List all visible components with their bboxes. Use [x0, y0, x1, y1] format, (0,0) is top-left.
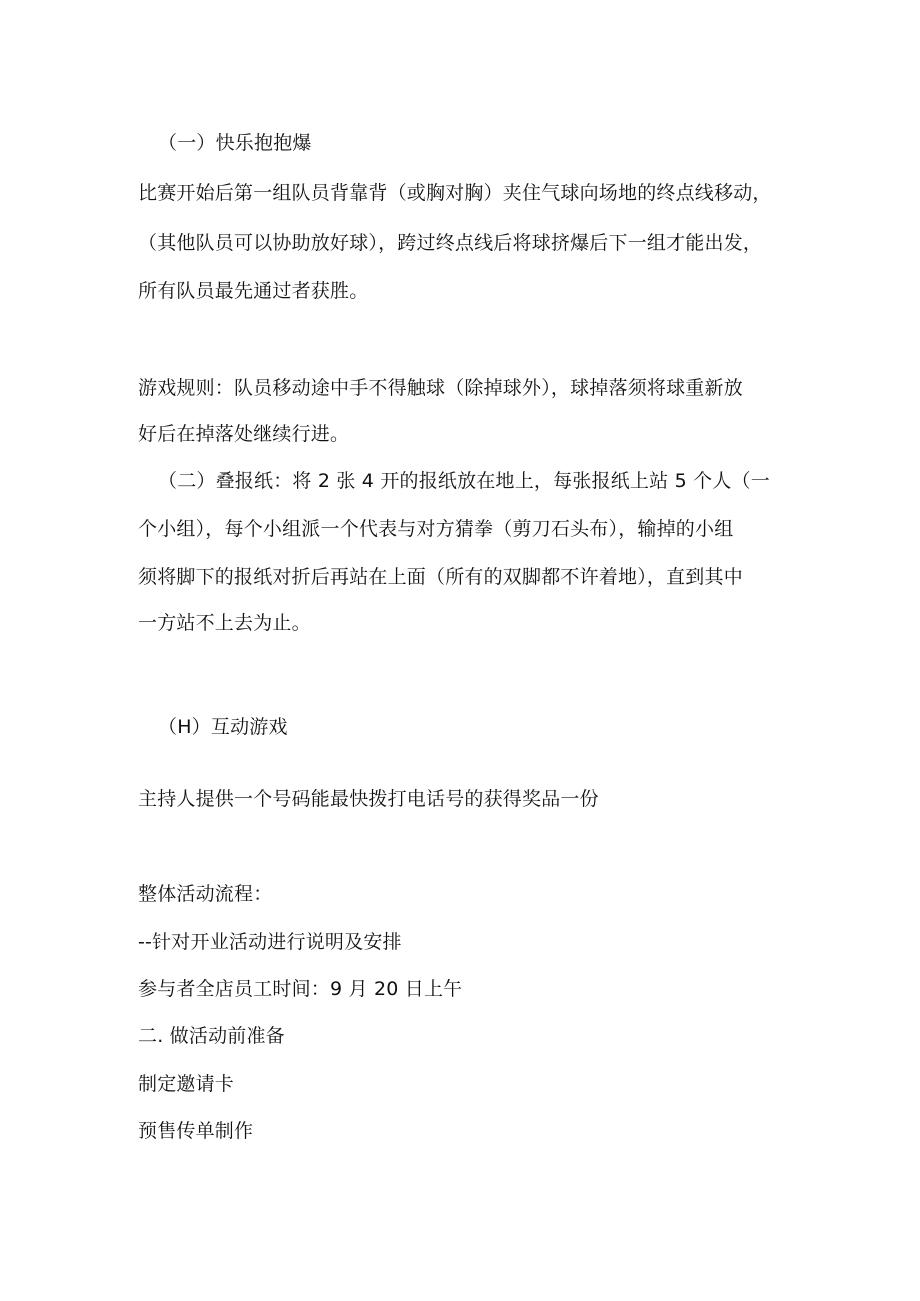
- section2-line-3: 须将脚下的报纸对折后再站在上面（所有的双脚都不许着地），直到其中: [138, 566, 743, 588]
- flow-item-2: 参与者全店员工时间：9 月 20 日上午: [138, 978, 463, 1000]
- section2-line-4: 一方站不上去为止。: [138, 612, 311, 634]
- section1-body-line-1: 比赛开始后第一组队员背靠背（或胸对胸）夹住气球向场地的终点线移动，: [138, 182, 772, 204]
- flow-item-5: 预售传单制作: [138, 1120, 254, 1142]
- flow-item-4: 制定邀请卡: [138, 1073, 235, 1095]
- section2-line-2: 个小组），每个小组派一个代表与对方猜拳（剪刀石头布），输掉的小组: [138, 518, 734, 540]
- rules-line-1: 游戏规则：队员移动途中手不得触球（除掉球外），球掉落须将球重新放: [138, 377, 743, 399]
- rules-line-2: 好后在掉落处继续行进。: [138, 423, 350, 445]
- section1-body-line-3: 所有队员最先通过者获胜。: [138, 280, 369, 302]
- section1-heading: （一）快乐抱抱爆: [158, 132, 312, 154]
- section3-heading: （H）互动游戏: [158, 716, 288, 738]
- section3-body: 主持人提供一个号码能最快拨打电话号的获得奖品一份: [138, 788, 599, 810]
- flow-title: 整体活动流程：: [138, 883, 273, 905]
- flow-item-3: 二. 做活动前准备: [138, 1025, 285, 1047]
- section2-line-1: （二）叠报纸：将 2 张 4 开的报纸放在地上，每张报纸上站 5 个人（一: [158, 470, 770, 492]
- section1-body-line-2: （其他队员可以协助放好球），跨过终点线后将球挤爆后下一组才能出发，: [138, 232, 763, 254]
- flow-item-1: --针对开业活动进行说明及安排: [138, 931, 402, 953]
